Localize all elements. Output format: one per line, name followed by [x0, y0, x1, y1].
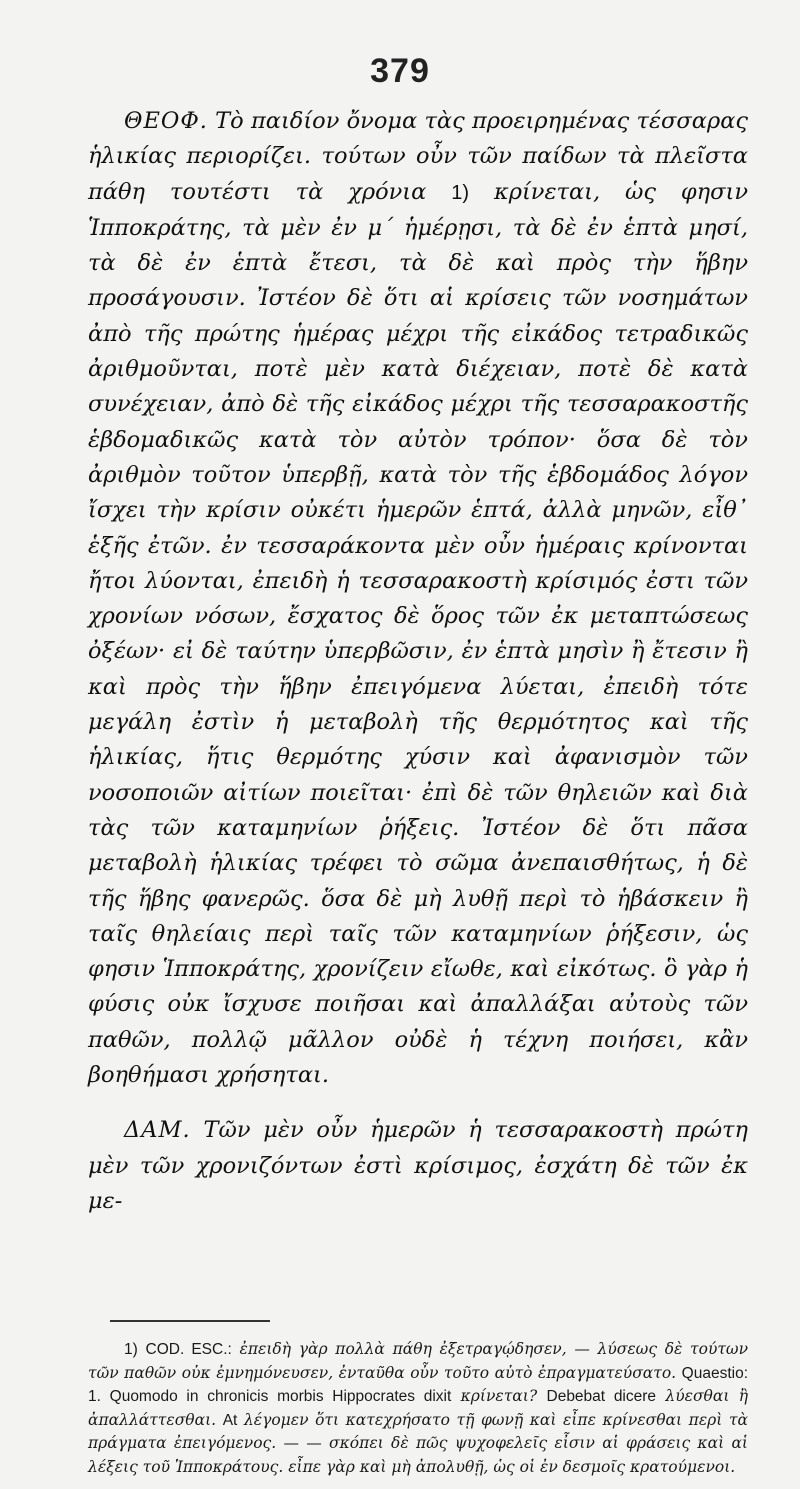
- paragraph-text: Τὸ παιδίον ὄνομα τὰς προειρημένας τέσσαρας ἡλικίας περιορίζει. τούτων οὖν τῶν παίδων τὰ πλεῖστα πάθη τουτέστι τὰ χρόνια: [88, 108, 748, 205]
- footnote-number: 1): [124, 1341, 138, 1358]
- footnote-greek: λύεσθαι ἢ ἀπαλλάττεσθαι.: [88, 1387, 749, 1429]
- footnote-latin: Quaestio: 1. Quomodo in chronicis morbis Hippocrates dixit: [88, 1364, 749, 1406]
- footnote-latin: At: [222, 1411, 238, 1429]
- paragraph-theophilus: [88, 104, 748, 1093]
- paragraph-text: Τῶν μὲν οὖν ἡμερῶν ἡ τεσσαρακοστὴ πρώτη μὲν τῶν χρονιζόντων ἐστὶ κρίσιμος, ἐσχάτη δὲ τῶν ἐκ με-: [88, 1117, 748, 1214]
- paragraph-text: κρίνεται, ὡς φησιν Ἱπποκράτης, τὰ μὲν ἐν μ΄ ἡμέρῃσι, τὰ δὲ ἐν ἑπτὰ μησί, τὰ δὲ ἐν ἑπτὰ ἔτεσι, τὰ δὲ καὶ πρὸς τὴν ἥβην προσάγουσιν. Ἰστέον δὲ ὅτι αἱ κρίσεις τῶν νοσημάτων ἀπὸ τῆς πρώτης ἡμέρας μέχρι τῆς εἰκάδος τετραδικῶς ἀριθμοῦνται, ποτὲ μὲν κατὰ διέχειαν, ποτὲ δὲ κατὰ συνέχειαν, ἀπὸ δὲ τῆς εἰκάδος μέχρι τῆς τεσσαρακοστῆς ἑβδομαδικῶς κατὰ τὸν αὐτὸν τρόπον· ὅσα δὲ τὸν ἀριθμὸν τοῦτον ὑπερβῇ, κατὰ τὸν τῆς ἑβδομάδος λόγον ἴσχει τὴν κρίσιν οὐκέτι ἡμερῶν ἑπτά, ἀλλὰ μηνῶν, εἶθ᾽ ἑξῆς ἐτῶν. ἐν τεσσαράκοντα μὲν οὖν ἡμέραις κρίνονται ἤτοι λύονται, ἐπειδὴ ἡ τεσσαρακοστὴ κρίσιμός ἐστι τῶν χρονίων νόσων, ἔσχατος δὲ ὅρος τῶν ἐκ μεταπτώσεως ὀξέων· εἰ δὲ ταύτην ὑπερβῶσιν, ἐν ἑπτὰ μησὶν ἢ ἔτεσιν ἢ καὶ πρὸς τὴν ἥβην ἐπειγόμενα λύεται, ἐπειδὴ τότε μεγάλη ἐστὶν ἡ μεταβολὴ τῆς θερμότητος καὶ τῆς ἡλικίας, ἥτις θερμότης χύσιν καὶ ἀφανισμὸν τῶν νοσοποιῶν αἰτίων ποιεῖται· ἐπὶ δὲ τῶν θηλειῶν καὶ διὰ τὰς τῶν καταμηνίων ῥήξεις. Ἰστέον δὲ ὅτι πᾶσα μεταβολὴ ἡλικίας τρέφει τὸ σῶμα ἀνεπαισθήτως, ἡ δὲ τῆς ἥβης φανερῶς. ὅσα δὲ μὴ λυθῇ περὶ τὸ ἡβάσκειν ἢ ταῖς θηλείαις περὶ ταῖς τῶν καταμηνίων ῥήξεσιν, ὡς φησιν Ἱπποκράτης, χρονίζειν εἴωθε, καὶ εἰκότως. ὃ γὰρ ἡ φύσις οὐκ ἴσχυσε ποιῆσαι καὶ ἀπαλλάξαι αὐτοὺς τῶν παθῶν, πολλῷ μᾶλλον οὐδὲ ἡ τέχνη ποιήσει, κἂν βοηθήμασι χρήσηται.: [88, 178, 749, 1089]
- main-text: [88, 104, 748, 1219]
- footnote-greek: ἐπειδὴ γὰρ πολλὰ πάθη ἐξετραγῴδησεν, — λύσεως δὲ τούτων τῶν παθῶν οὐκ ἐμνημόνευσεν, ἐνταῦθα οὖν τοῦτο αὐτὸ ἐπραγματεύσατο.: [88, 1340, 748, 1382]
- footnote: [88, 1338, 748, 1480]
- speaker-label: ΔΑΜ.: [124, 1117, 191, 1144]
- footnote-divider: [110, 1320, 270, 1322]
- footnote-latin: Debebat dicere: [546, 1388, 657, 1406]
- footnote-greek: κρίνεται?: [460, 1387, 538, 1406]
- footnote-greek: λέγομεν ὅτι κατεχρήσατο τῇ φωνῇ καὶ εἶπε κρίνεσθαι περὶ τὰ πράγματα ἐπειγόμενος. — — σκόπει δὲ πῶς ψυχοφελεῖς εἶσιν αἱ φράσεις καὶ αἱ λέξεις τοῦ Ἱπποκράτους. εἶπε γὰρ καὶ μὴ ἀπολυθῇ, ὡς οἱ ἐν δεσμοῖς κρατούμενοι.: [88, 1410, 748, 1476]
- footnote-text: [88, 1338, 748, 1480]
- page-number: 379: [370, 52, 430, 90]
- footnote-reference: 1): [451, 181, 470, 204]
- paragraph-damascius: [88, 1113, 748, 1219]
- speaker-label: ΘΕΟΦ.: [124, 108, 208, 134]
- footnote-source: COD. ESC.:: [145, 1341, 232, 1358]
